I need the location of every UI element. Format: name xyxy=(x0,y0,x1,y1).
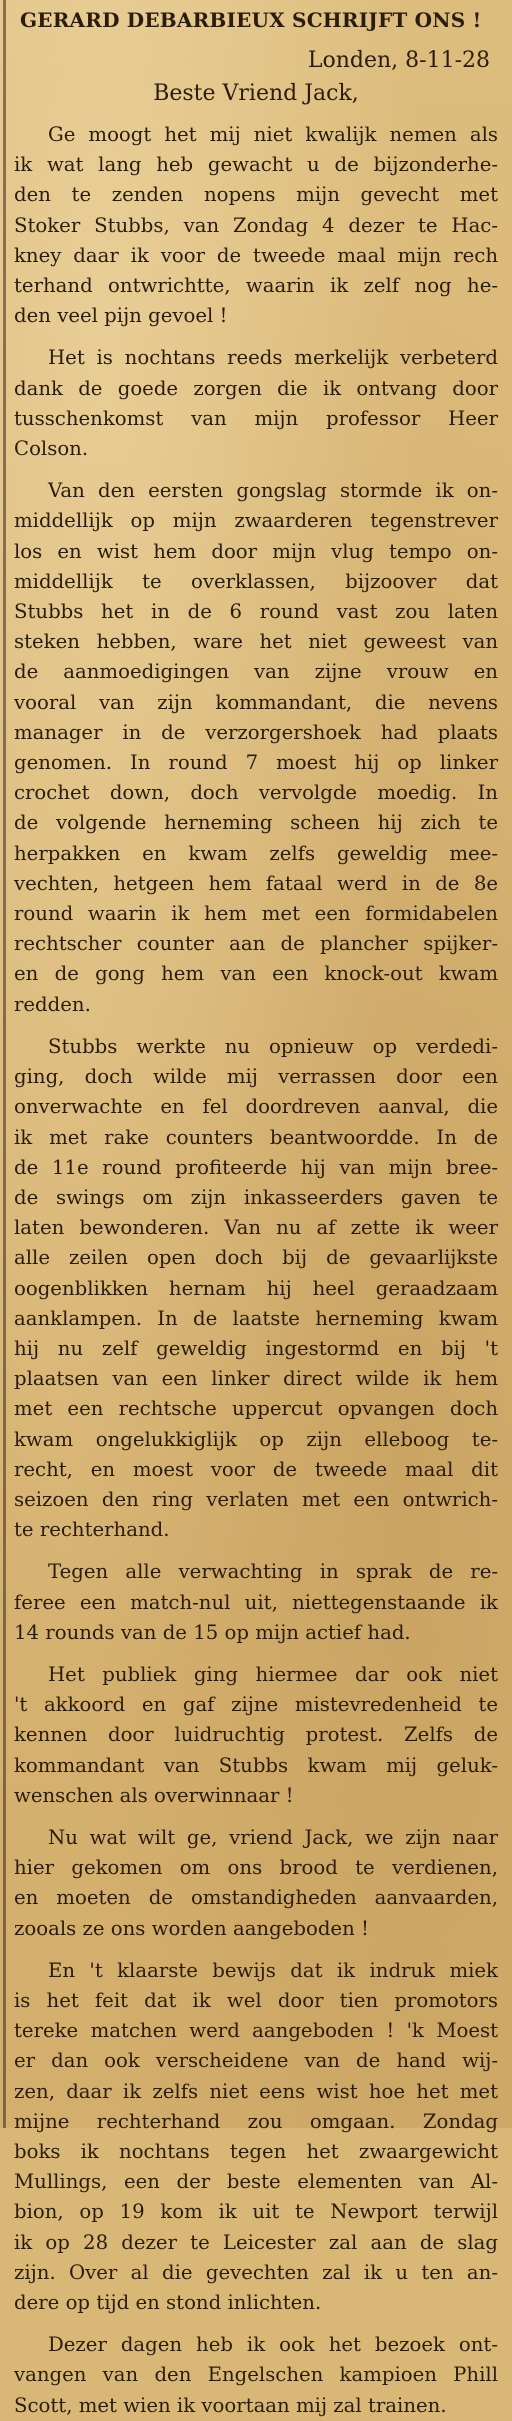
text-line: dere op tijd en stond inlichten. xyxy=(14,2291,322,2315)
text-line: te rechterhand. xyxy=(14,1518,170,1542)
column-rule xyxy=(3,0,6,2128)
text-line: Colson. xyxy=(14,437,89,461)
text-line: Nu wat wilt ge, vriend Jack, we zijn naar xyxy=(48,1825,498,1849)
text-line: 't akkoord en gaf zijne mistevredenheid te xyxy=(14,1693,498,1717)
text-line: En 't klaarste bewijs dat ik indruk miek xyxy=(48,1958,498,1982)
article-paragraph xyxy=(14,1032,498,1545)
text-line: Mullings, een der beste elementen van Al- xyxy=(14,2170,498,2194)
text-line: vooral van zijn kommandant, die nevens xyxy=(14,690,498,714)
text-line: Stoker Stubbs, van Zondag 4 dezer te Hac- xyxy=(14,213,498,237)
text-line: dank de goede zorgen die ik ontvang door xyxy=(14,376,498,400)
text-line: de aanmoedigingen van zijne vrouw en xyxy=(14,660,498,684)
text-line: Van den eersten gongslag stormde ik on- xyxy=(48,479,498,503)
text-line: laten bewonderen. Van nu af zette ik weer xyxy=(14,1216,498,1240)
text-line: wenschen als overwinnaar ! xyxy=(14,1783,294,1807)
text-line: redden. xyxy=(14,992,91,1016)
text-line: ging, doch wilde mij verrassen door een xyxy=(14,1065,498,1089)
text-line: Stubbs het in de 6 round vast zou laten xyxy=(14,600,498,624)
article-paragraph xyxy=(14,120,498,331)
text-line: vechten, hetgeen hem fataal werd in de 8e xyxy=(14,871,498,895)
text-line: ik op 28 dezer te Leicester zal aan de slag xyxy=(14,2230,498,2254)
text-line: Het publiek ging hiermee dar ook niet xyxy=(48,1662,498,1686)
text-line: ik wat lang heb gewacht u de bijzonderhe- xyxy=(14,153,498,177)
text-line: rechtscher counter aan de plancher spijker- xyxy=(14,932,498,956)
text-line: feree een match-nul uit, niettegenstaande ik xyxy=(14,1590,498,1614)
article-paragraph xyxy=(14,476,498,1020)
text-line: er dan ook verscheidene van de hand wij- xyxy=(14,2049,498,2073)
text-line: Ge moogt het mij niet kwalijk nemen als xyxy=(48,123,498,146)
text-line: Stubbs werkte nu opnieuw op verdedi- xyxy=(48,1034,498,1058)
text-line: herpakken en kwam zelfs geweldig mee- xyxy=(14,841,498,865)
text-line: kennen door luidruchtig protest. Zelfs de xyxy=(14,1723,498,1747)
text-line: Het is nochtans reeds merkelijk verbeterd xyxy=(48,346,498,370)
text-line: zijn. Over al die gevechten zal ik u ten an- xyxy=(14,2260,498,2284)
text-line: de 11e round profiteerde hij van mijn bree- xyxy=(14,1155,498,1179)
text-line: vangen van den Engelschen kampioen Phill xyxy=(14,2363,498,2387)
text-line: kwam ongelukkiglijk op zijn elleboog te- xyxy=(14,1427,498,1451)
text-line: zen, daar ik zelfs niet eens wist hoe het met xyxy=(14,2079,498,2103)
text-line: aanklampen. In de laatste herneming kwam xyxy=(14,1306,498,1330)
text-line: de volgende herneming scheen hij zich te xyxy=(14,811,498,835)
headline: GERARD DEBARBIEUX SCHRIJFT ONS ! xyxy=(20,8,482,32)
text-line: middellijk te overklassen, bijzoover dat xyxy=(14,569,498,593)
text-line: plaatsen van een linker direct wilde ik hem xyxy=(14,1367,498,1391)
text-line: kney daar ik voor de tweede maal mijn rech xyxy=(14,243,498,267)
article-paragraph xyxy=(14,1956,498,2318)
text-line: met een rechtsche uppercut opvangen doch xyxy=(14,1397,498,1421)
text-line: is het feit dat ik wel door tien promotors xyxy=(14,1988,498,2012)
text-line: en moeten de omstandigheden aanvaarden, xyxy=(14,1886,498,1910)
text-line: de swings om zijn inkasseerders gaven te xyxy=(14,1185,498,1209)
text-line: Dezer dagen heb ik ook het bezoek ont- xyxy=(48,2333,498,2357)
text-line: manager in de verzorgershoek had plaats xyxy=(14,720,498,744)
text-line: recht, en moest voor de tweede maal dit xyxy=(14,1457,498,1481)
text-line: boks ik nochtans tegen het zwaargewicht xyxy=(14,2140,498,2163)
text-line: tusschenkomst van mijn professor Heer xyxy=(14,406,498,430)
text-line: oogenblikken hernam hij heel geraadzaam xyxy=(14,1276,498,1300)
text-line: Scott, met wien ik voortaan mij zal trainen. xyxy=(14,2393,447,2417)
article-paragraph xyxy=(14,1557,498,1648)
text-line: los en wist hem door mijn vlug tempo on- xyxy=(14,539,498,563)
text-line: seizoen den ring verlaten met een ontwrich- xyxy=(14,1487,498,1511)
article-paragraph xyxy=(14,1823,498,1944)
text-line: hij nu zelf geweldig ingestormd en bij 't xyxy=(14,1336,498,1360)
text-line: en de gong hem van een knock-out kwam xyxy=(14,962,498,986)
text-line: tereke matchen werd aangeboden ! 'k Moest xyxy=(14,2019,498,2043)
text-line: mijne rechterhand zou omgaan. Zondag xyxy=(14,2109,498,2133)
article-paragraph xyxy=(14,343,498,464)
text-line: genomen. In round 7 moest hij op linker xyxy=(14,751,498,775)
salutation: Beste Vriend Jack, xyxy=(153,81,359,106)
text-line: ik met rake counters beantwoordde. In de xyxy=(14,1125,498,1149)
text-line: middellijk op mijn zwaarderen tegenstrever xyxy=(14,509,498,533)
text-line: onverwachte en fel doordreven aanval, die xyxy=(14,1095,498,1119)
text-line: round waarin ik hem met een formidabelen xyxy=(14,902,498,926)
article-paragraph xyxy=(14,1660,498,1811)
article-body xyxy=(14,120,498,2421)
text-line: den te zenden nopens mijn gevecht met xyxy=(14,183,498,207)
place-date: Londen, 8-11-28 xyxy=(307,48,490,73)
text-line: bion, op 19 kom ik uit te Newport terwijl xyxy=(14,2200,498,2224)
text-line: hier gekomen om ons brood te verdienen, xyxy=(14,1856,498,1880)
text-line: steken hebben, ware het niet geweest van xyxy=(14,630,498,654)
text-line: den veel pijn gevoel ! xyxy=(14,304,228,328)
text-line: terhand ontwrichtte, waarin ik zelf nog he- xyxy=(14,274,498,298)
text-line: crochet down, doch vervolgde moedig. In xyxy=(14,781,498,805)
text-line: 14 rounds van de 15 op mijn actief had. xyxy=(14,1620,411,1644)
text-line: Tegen alle verwachting in sprak de re- xyxy=(48,1560,498,1584)
text-line: alle zeilen open doch bij de gevaarlijkste xyxy=(14,1246,498,1270)
text-line: zooals ze ons worden aangeboden ! xyxy=(14,1916,369,1940)
article-paragraph xyxy=(14,2330,498,2421)
text-line: kommandant van Stubbs kwam mij geluk- xyxy=(14,1753,498,1777)
